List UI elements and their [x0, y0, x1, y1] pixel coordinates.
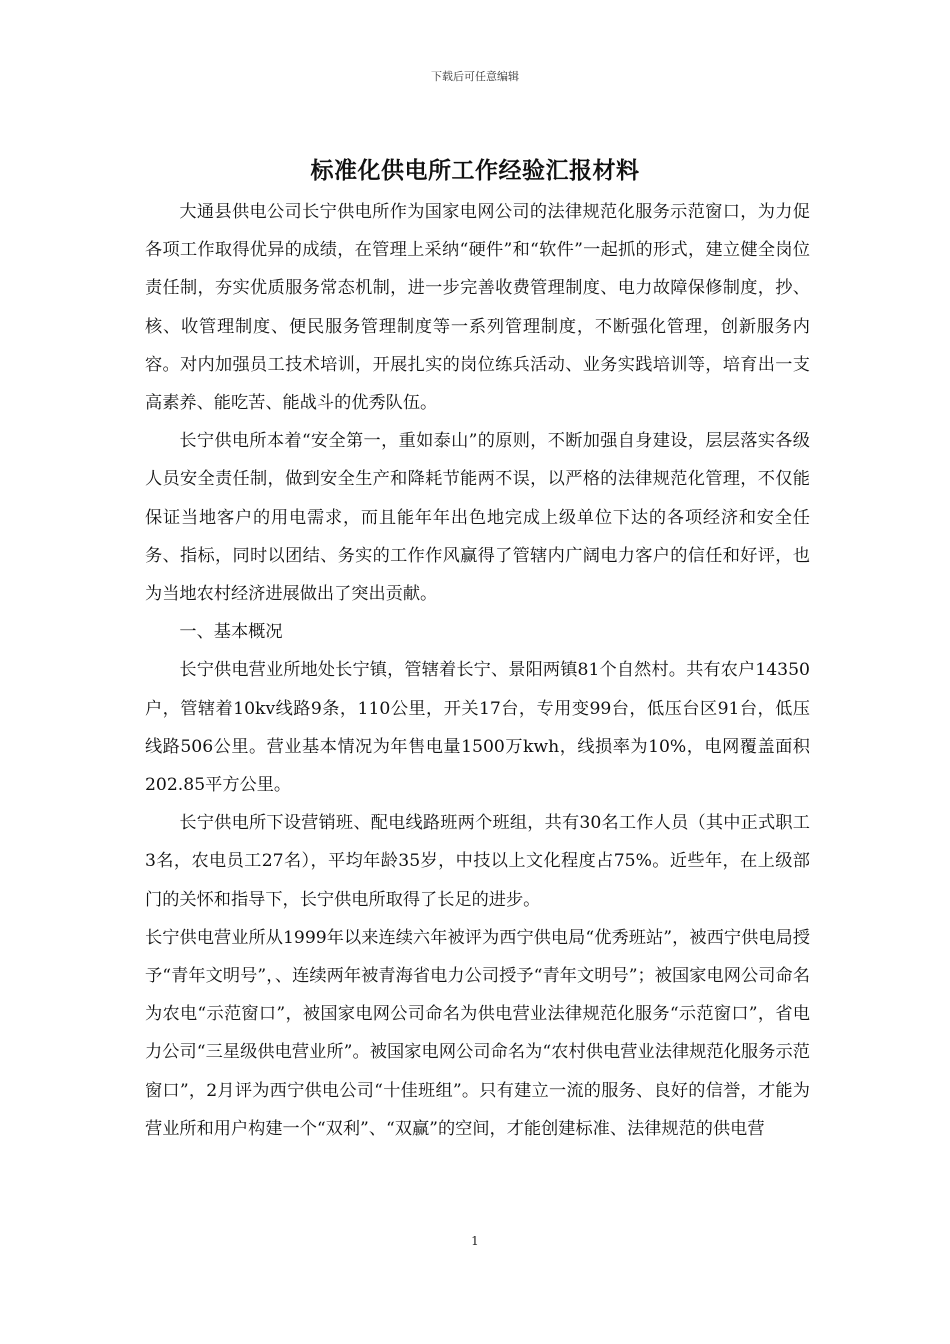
paragraph-intro: 大通县供电公司长宁供电所作为国家电网公司的法律规范化服务示范窗口，为力促各项工作取得优异的成绩，在管理上采纳“硬件”和“软件”一起抓的形式，建立健全岗位责任制，夯实优质服务常态机制，进一步完善收费管理制度、电力故障保修制度，抄、核、收管理制度、便民服务管理制度等一系列管理制度，不断强化管理，创新服务内容。对内加强员工技术培训，开展扎实的岗位练兵活动、业务实践培训等，培育出一支高素养、能吃苦、能战斗的优秀队伍。 — [145, 202, 810, 414]
section-heading-overview: 一、基本概况 — [179, 622, 283, 643]
page-number: 1 — [471, 1234, 479, 1248]
paragraph-staff: 长宁供电所下设营销班、配电线路班两个班组，共有30名工作人员（其中正式职工3名，农电员工27名），平均年龄35岁，中技以上文化程度占75%。近些年，在上级部门的关怀和指导下，长宁供电所取得了长足的进步。 — [145, 813, 810, 910]
paragraph-honors: 长宁供电营业所从1999年以来连续六年被评为西宁供电局“优秀班站”，被西宁供电局授予“青年文明号”，、连续两年被青海省电力公司授予“青年文明号”；被国家电网公司命名为农电“示范窗口”，被国家电网公司命名为供电营业法律规范化服务“示范窗口”，省电力公司“三星级供电营业所”。被国家电网公司命名为“农村供电营业法律规范化服务示范窗口”，2月评为西宁供电公司“十佳班组”。只有建立一流的服务、良好的信誉，才能为营业所和用户构建一个“双利”、“双赢”的空间，才能创建标准、法律规范的供电营 — [145, 927, 810, 1139]
document-body — [145, 193, 810, 1148]
paragraph-safety: 长宁供电所本着“安全第一，重如泰山”的原则，不断加强自身建设，层层落实各级人员安全责任制，做到安全生产和降耗节能两不误，以严格的法律规范化管理，不仅能保证当地客户的用电需求，而且能年年出色地完成上级单位下达的各项经济和安全任务、指标，同时以团结、务实的工作作风赢得了管辖内广阔电力客户的信任和好评，也为当地农村经济进展做出了突出贡献。 — [145, 431, 810, 605]
page-header-note: 下载后可任意编辑 — [431, 70, 519, 83]
paragraph-overview: 长宁供电营业所地处长宁镇，管辖着长宁、景阳两镇81个自然村。共有农户14350户，管辖着10kv线路9条，110公里，开关17台，专用变99台，低压台区91台，低压线路506公里。营业基本情况为年售电量1500万kwh，线损率为10%，电网覆盖面积202.85平方公里。 — [145, 660, 810, 796]
document-title: 标准化供电所工作经验汇报材料 — [310, 157, 640, 184]
